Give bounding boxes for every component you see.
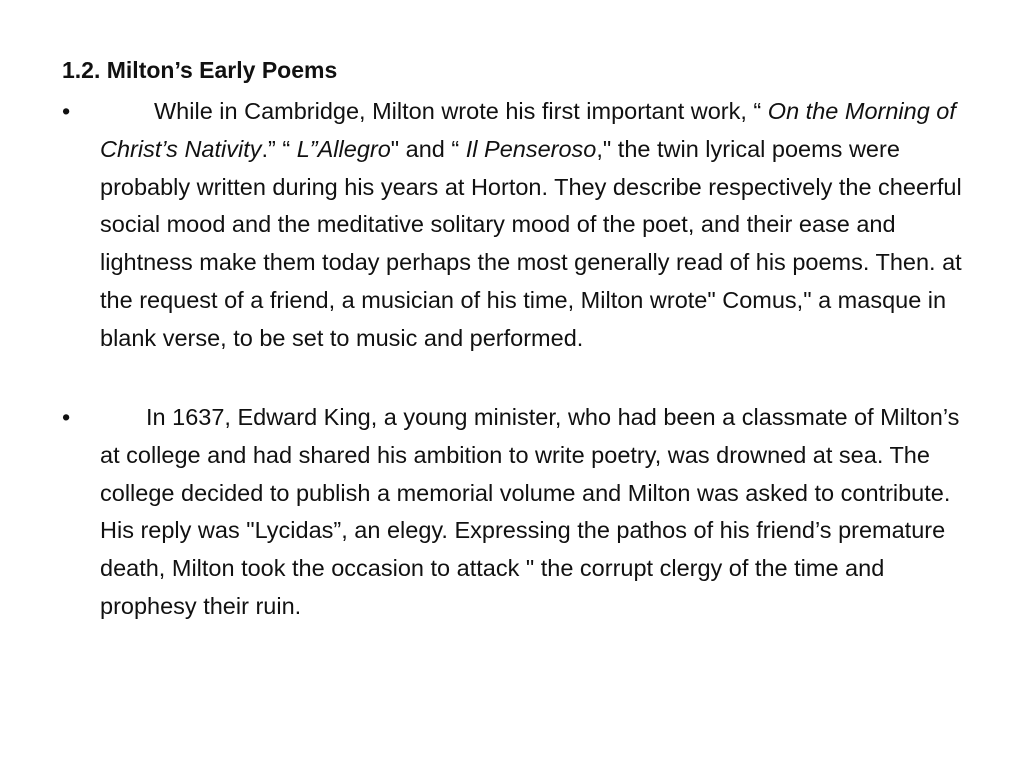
slide-heading: 1.2. Milton’s Early Poems [62,57,338,83]
poem-title-penseroso: Il Penseroso [465,135,597,162]
bullet-text [100,93,972,358]
poem-title-nativity: On the Morning of Christ’s Nativity [100,98,956,162]
poem-title-allegro: L”Allegro [296,135,391,162]
bullet-icon: • [62,404,71,430]
bullet-item-cambridge [62,93,972,358]
bullet-text-part: .” “ [261,135,297,162]
bullet-text-part: In 1637, Edward King, a young minister, who had been a classmate of Milton’s at college and had shared his ambition to write poetry, was drowned at sea. The college decided to publish a memorial volume and Milton was asked to contribute. His reply was "Lycidas”, an elegy. Expressing the pathos of his friend’s premature death, Milton took the occasion to attack " the corrupt clergy of the time and prophesy their ruin. [100,404,960,619]
bullet-item-lycidas [62,399,972,626]
bullet-text-part: While in Cambridge, Milton wrote his first important work, “ [154,98,768,124]
bullet-text-part: " and “ [390,135,466,162]
bullet-icon: • [62,98,71,124]
bullet-text [100,399,972,626]
bullet-text-part: ," the twin lyrical poems were probably written during his years at Horton. They describe respectively the cheerful social mood and the meditative solitary mood of the poet, and their ease and lightness make them today perhaps the most generally read of his poems. Then. at the request of a friend, a musician of his time, Milton wrote" Comus," a masque in blank verse, to be set to music and performed. [100,135,962,351]
